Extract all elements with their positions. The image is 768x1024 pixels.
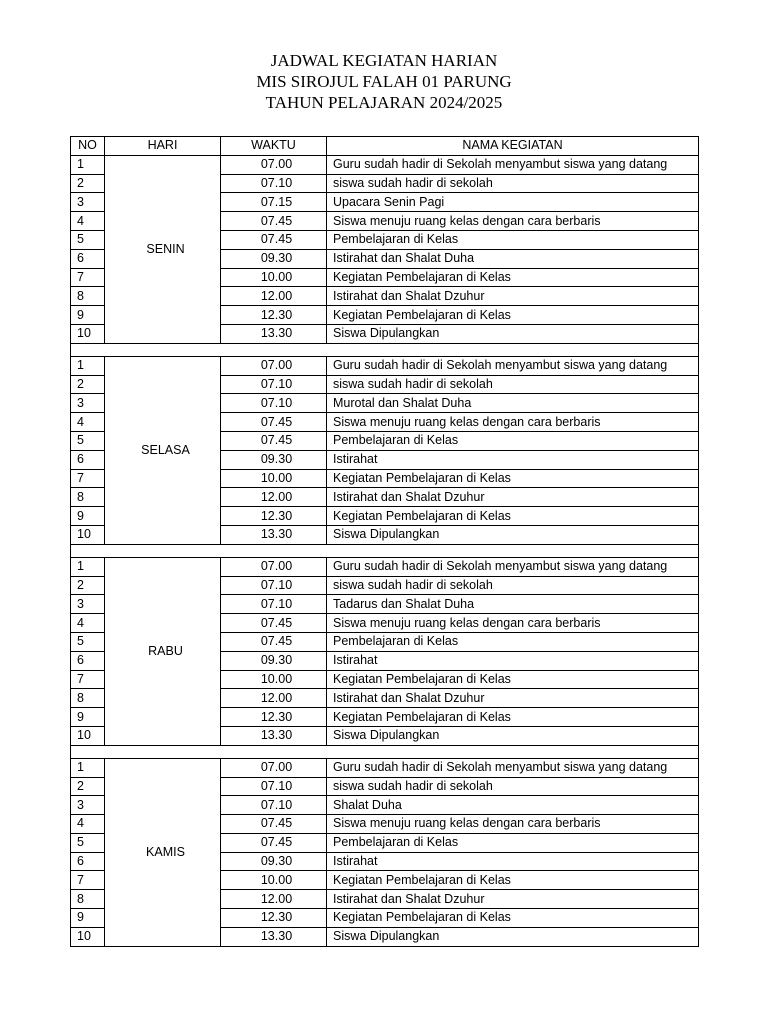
day-separator-row [71,745,699,758]
cell-waktu: 07.00 [221,557,327,576]
cell-nama-kegiatan: Tadarus dan Shalat Duha [327,595,699,614]
cell-no: 3 [71,394,105,413]
cell-no: 1 [71,557,105,576]
cell-nama-kegiatan: Kegiatan Pembelajaran di Kelas [327,871,699,890]
cell-no: 2 [71,777,105,796]
cell-no: 5 [71,431,105,450]
cell-nama-kegiatan: Kegiatan Pembelajaran di Kelas [327,909,699,928]
cell-nama-kegiatan: Guru sudah hadir di Sekolah menyambut siswa yang datang [327,557,699,576]
cell-waktu: 12.00 [221,287,327,306]
separator-cell [71,745,699,758]
cell-waktu: 07.10 [221,375,327,394]
cell-no: 7 [71,871,105,890]
cell-waktu: 07.45 [221,230,327,249]
schedule-body [71,155,699,946]
cell-waktu: 09.30 [221,249,327,268]
cell-no: 10 [71,927,105,946]
cell-nama-kegiatan: Siswa Dipulangkan [327,726,699,745]
cell-waktu: 09.30 [221,450,327,469]
cell-waktu: 12.00 [221,689,327,708]
cell-no: 8 [71,287,105,306]
cell-no: 8 [71,890,105,909]
separator-cell [71,343,699,356]
cell-waktu: 07.45 [221,413,327,432]
cell-no: 7 [71,268,105,287]
cell-nama-kegiatan: Murotal dan Shalat Duha [327,394,699,413]
title-line-1: JADWAL KEGIATAN HARIAN [270,51,498,70]
table-row [71,155,699,174]
cell-nama-kegiatan: Istirahat dan Shalat Dzuhur [327,488,699,507]
cell-no: 9 [71,306,105,325]
cell-waktu: 09.30 [221,852,327,871]
cell-no: 6 [71,852,105,871]
cell-waktu: 10.00 [221,268,327,287]
cell-no: 1 [71,356,105,375]
header-nama-kegiatan: NAMA KEGIATAN [327,137,699,156]
cell-waktu: 07.10 [221,576,327,595]
cell-waktu: 07.45 [221,212,327,231]
cell-no: 9 [71,909,105,928]
cell-waktu: 13.30 [221,525,327,544]
cell-no: 6 [71,450,105,469]
cell-nama-kegiatan: Istirahat [327,852,699,871]
cell-nama-kegiatan: siswa sudah hadir di sekolah [327,576,699,595]
cell-nama-kegiatan: Istirahat dan Shalat Dzuhur [327,287,699,306]
cell-no: 10 [71,324,105,343]
header-waktu: WAKTU [221,137,327,156]
cell-nama-kegiatan: Pembelajaran di Kelas [327,632,699,651]
cell-waktu: 12.30 [221,306,327,325]
cell-waktu: 09.30 [221,651,327,670]
cell-waktu: 07.00 [221,356,327,375]
cell-no: 1 [71,155,105,174]
cell-nama-kegiatan: Pembelajaran di Kelas [327,833,699,852]
cell-hari: SENIN [105,155,221,343]
cell-no: 9 [71,708,105,727]
cell-nama-kegiatan: Istirahat dan Shalat Duha [327,249,699,268]
cell-hari: RABU [105,557,221,745]
cell-waktu: 12.00 [221,488,327,507]
cell-waktu: 10.00 [221,469,327,488]
cell-no: 6 [71,249,105,268]
cell-nama-kegiatan: Upacara Senin Pagi [327,193,699,212]
cell-nama-kegiatan: Guru sudah hadir di Sekolah menyambut siswa yang datang [327,758,699,777]
cell-waktu: 13.30 [221,726,327,745]
cell-nama-kegiatan: Guru sudah hadir di Sekolah menyambut siswa yang datang [327,155,699,174]
cell-nama-kegiatan: Istirahat dan Shalat Dzuhur [327,689,699,708]
cell-no: 10 [71,726,105,745]
title-line-3: TAHUN PELAJARAN 2024/2025 [265,93,503,112]
cell-waktu: 07.10 [221,777,327,796]
header-no: NO [71,137,105,156]
cell-waktu: 07.10 [221,394,327,413]
cell-nama-kegiatan: siswa sudah hadir di sekolah [327,777,699,796]
cell-nama-kegiatan: Siswa Dipulangkan [327,525,699,544]
cell-waktu: 12.30 [221,708,327,727]
document-title [0,50,768,113]
header-hari: HARI [105,137,221,156]
cell-waktu: 07.10 [221,174,327,193]
cell-nama-kegiatan: Kegiatan Pembelajaran di Kelas [327,708,699,727]
cell-waktu: 07.00 [221,155,327,174]
table-row [71,557,699,576]
day-separator-row [71,544,699,557]
table-header-row [71,137,699,156]
cell-nama-kegiatan: Guru sudah hadir di Sekolah menyambut siswa yang datang [327,356,699,375]
cell-no: 9 [71,507,105,526]
cell-nama-kegiatan: Siswa menuju ruang kelas dengan cara berbaris [327,413,699,432]
cell-no: 10 [71,525,105,544]
cell-nama-kegiatan: Istirahat dan Shalat Dzuhur [327,890,699,909]
cell-nama-kegiatan: siswa sudah hadir di sekolah [327,375,699,394]
cell-nama-kegiatan: Siswa menuju ruang kelas dengan cara berbaris [327,815,699,834]
cell-no: 5 [71,632,105,651]
cell-nama-kegiatan: Kegiatan Pembelajaran di Kelas [327,306,699,325]
cell-waktu: 10.00 [221,871,327,890]
cell-waktu: 07.00 [221,758,327,777]
cell-waktu: 07.45 [221,431,327,450]
cell-waktu: 07.45 [221,614,327,633]
cell-nama-kegiatan: Kegiatan Pembelajaran di Kelas [327,469,699,488]
cell-no: 2 [71,375,105,394]
cell-no: 3 [71,595,105,614]
cell-waktu: 13.30 [221,927,327,946]
cell-hari: KAMIS [105,758,221,946]
cell-nama-kegiatan: Pembelajaran di Kelas [327,230,699,249]
cell-no: 4 [71,815,105,834]
cell-no: 3 [71,193,105,212]
table-row [71,758,699,777]
cell-waktu: 07.45 [221,833,327,852]
cell-waktu: 07.15 [221,193,327,212]
cell-hari: SELASA [105,356,221,544]
cell-nama-kegiatan: Siswa Dipulangkan [327,927,699,946]
cell-waktu: 10.00 [221,670,327,689]
cell-waktu: 07.10 [221,595,327,614]
cell-waktu: 07.45 [221,632,327,651]
separator-cell [71,544,699,557]
cell-waktu: 07.10 [221,796,327,815]
cell-no: 6 [71,651,105,670]
cell-nama-kegiatan: Kegiatan Pembelajaran di Kelas [327,670,699,689]
cell-no: 7 [71,469,105,488]
cell-nama-kegiatan: Shalat Duha [327,796,699,815]
cell-nama-kegiatan: Kegiatan Pembelajaran di Kelas [327,507,699,526]
cell-nama-kegiatan: Siswa menuju ruang kelas dengan cara berbaris [327,212,699,231]
schedule-table [70,136,699,947]
cell-no: 7 [71,670,105,689]
cell-nama-kegiatan: Istirahat [327,450,699,469]
cell-no: 4 [71,614,105,633]
cell-no: 5 [71,833,105,852]
table-row [71,356,699,375]
cell-waktu: 07.45 [221,815,327,834]
cell-no: 8 [71,488,105,507]
cell-nama-kegiatan: Istirahat [327,651,699,670]
cell-no: 8 [71,689,105,708]
cell-no: 4 [71,413,105,432]
cell-no: 2 [71,174,105,193]
day-separator-row [71,343,699,356]
cell-nama-kegiatan: siswa sudah hadir di sekolah [327,174,699,193]
cell-waktu: 12.30 [221,507,327,526]
cell-no: 4 [71,212,105,231]
cell-nama-kegiatan: Pembelajaran di Kelas [327,431,699,450]
cell-waktu: 12.30 [221,909,327,928]
cell-no: 2 [71,576,105,595]
title-line-2: MIS SIROJUL FALAH 01 PARUNG [256,72,512,91]
cell-no: 3 [71,796,105,815]
cell-waktu: 13.30 [221,324,327,343]
cell-nama-kegiatan: Siswa menuju ruang kelas dengan cara berbaris [327,614,699,633]
cell-no: 5 [71,230,105,249]
cell-nama-kegiatan: Siswa Dipulangkan [327,324,699,343]
cell-nama-kegiatan: Kegiatan Pembelajaran di Kelas [327,268,699,287]
cell-waktu: 12.00 [221,890,327,909]
cell-no: 1 [71,758,105,777]
